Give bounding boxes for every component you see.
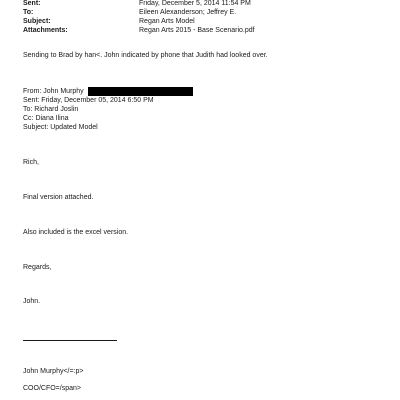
subject-value: Regan Arts Model: [139, 18, 195, 25]
signature-name: John Murphy</=:p>: [23, 368, 84, 375]
to-value: Eileen Alexanderson; Jeffrey E.: [139, 9, 237, 16]
message-line-1: Final version attached.: [23, 194, 94, 201]
forwarded-from: From: John Murphy: [23, 88, 84, 95]
attachments-label: Attachments:: [23, 27, 68, 34]
redaction-block: [88, 87, 193, 96]
message-closing: Regards,: [23, 264, 52, 271]
body-intro: Sending to Brad by han<. John indicated by phone that Judith had looked over.: [23, 52, 268, 59]
sent-label: Sent:: [23, 0, 41, 7]
sent-value: Friday, December 5, 2014 11:54 PM: [139, 0, 251, 7]
forwarded-sent: Sent: Friday, December 05, 2014 6:50 PM: [23, 97, 154, 104]
forwarded-cc: Cc: Diana Ilina: [23, 115, 69, 122]
attachment-link[interactable]: Regan Arts 2015 - Base Scenario.pdf: [139, 27, 255, 34]
signature-title: COO/CFO=/span>: [23, 385, 81, 392]
subject-label: Subject:: [23, 18, 51, 25]
to-label: To:: [23, 9, 34, 16]
forwarded-from-line: [23, 87, 193, 96]
forwarded-subject: Subject: Updated Model: [23, 124, 98, 131]
message-line-2: Also included is the excel version.: [23, 229, 129, 236]
signature-divider: [23, 340, 117, 341]
forwarded-to: To: Richard Joslin: [23, 106, 79, 113]
message-greeting: Rich,: [23, 159, 39, 166]
message-name: John.: [23, 298, 41, 305]
